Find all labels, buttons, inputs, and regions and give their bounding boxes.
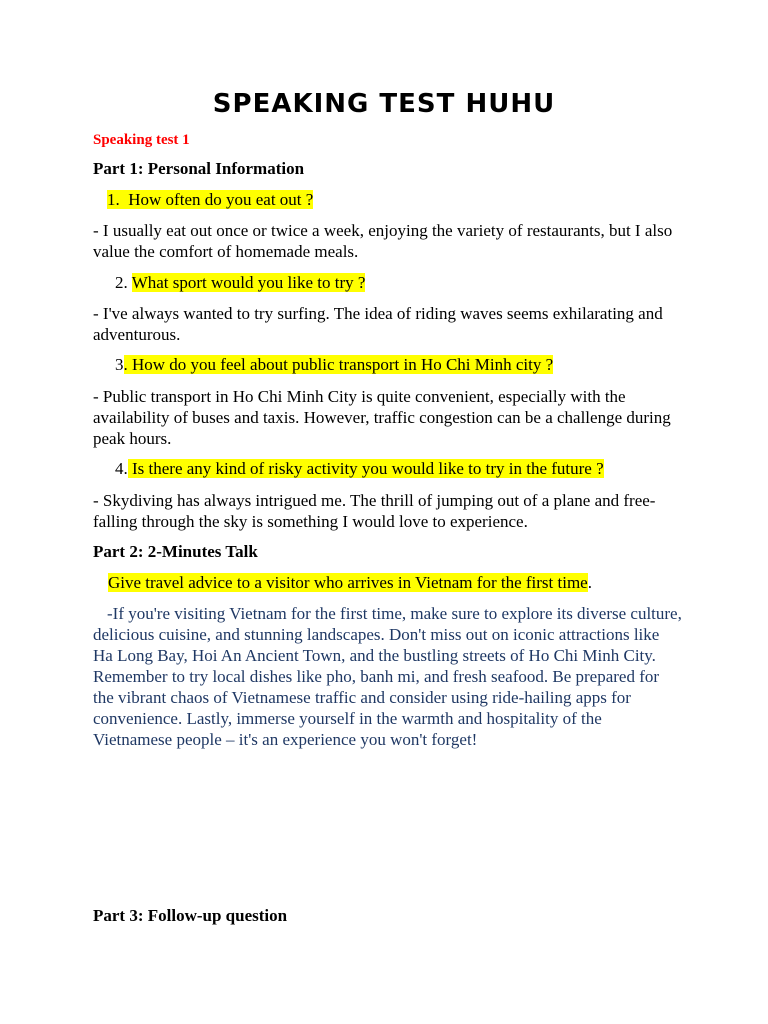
- question-3: [115, 354, 705, 375]
- question-2-number: 2.: [115, 273, 128, 292]
- question-1-text: How often do you eat out ?: [128, 190, 314, 209]
- answer-3: - Public transport in Ho Chi Minh City is quite convenient, especially with the availability of buses and taxis. However, traffic congestion can be a challenge during peak hours.: [93, 387, 671, 448]
- answer-2: - I've always wanted to try surfing. The idea of riding waves seems exhilarating and adventurous.: [93, 304, 663, 344]
- answer-4: - Skydiving has always intrigued me. The thrill of jumping out of a plane and free-falling through the sky is something I would love to experience.: [93, 491, 656, 531]
- part3-heading: Part 3: Follow-up question: [93, 906, 288, 925]
- question-4-number: 4.: [115, 459, 128, 478]
- part2-prompt-period: .: [587, 573, 592, 592]
- part2-answer: -If you're visiting Vietnam for the first time, make sure to explore its diverse culture, delicious cuisine, and stunning landscapes. Don't miss out on iconic attractions like Ha Long Bay, Hoi An Ancient Town, and the bustling streets of Ho Chi Minh City. Remember to try local dishes like pho, banh mi, and fresh seafood. Be prepared for the vibrant chaos of Vietnamese traffic and consider using ride-hailing apps for convenience. Lastly, immerse yourself in the warmth and hospitality of the Vietnamese people – it's an experience you won't forget!: [93, 604, 682, 749]
- answer-1: - I usually eat out once or twice a week, enjoying the variety of restaurants, but I also value the comfort of homemade meals.: [93, 221, 673, 261]
- question-1-number: 1.: [107, 190, 120, 209]
- test-label: Speaking test 1: [93, 132, 190, 148]
- question-3-number: 3: [115, 355, 124, 374]
- part2-prompt-text: Give travel advice to a visitor who arrives in Vietnam for the first time: [108, 573, 588, 592]
- question-2-text: What sport would you like to try ?: [131, 273, 366, 292]
- question-3-text: . How do you feel about public transport in Ho Chi Minh city ?: [123, 355, 554, 374]
- part2-heading: Part 2: 2-Minutes Talk: [93, 542, 258, 561]
- question-2: [115, 272, 705, 293]
- part1-heading: Part 1: Personal Information: [93, 159, 305, 178]
- question-4: [115, 458, 705, 479]
- part2-prompt: [108, 572, 698, 593]
- question-4-text: Is there any kind of risky activity you would like to try in the future ?: [127, 459, 604, 478]
- document-title: SPEAKING TEST HUHU: [212, 89, 556, 119]
- question-1: [107, 189, 697, 210]
